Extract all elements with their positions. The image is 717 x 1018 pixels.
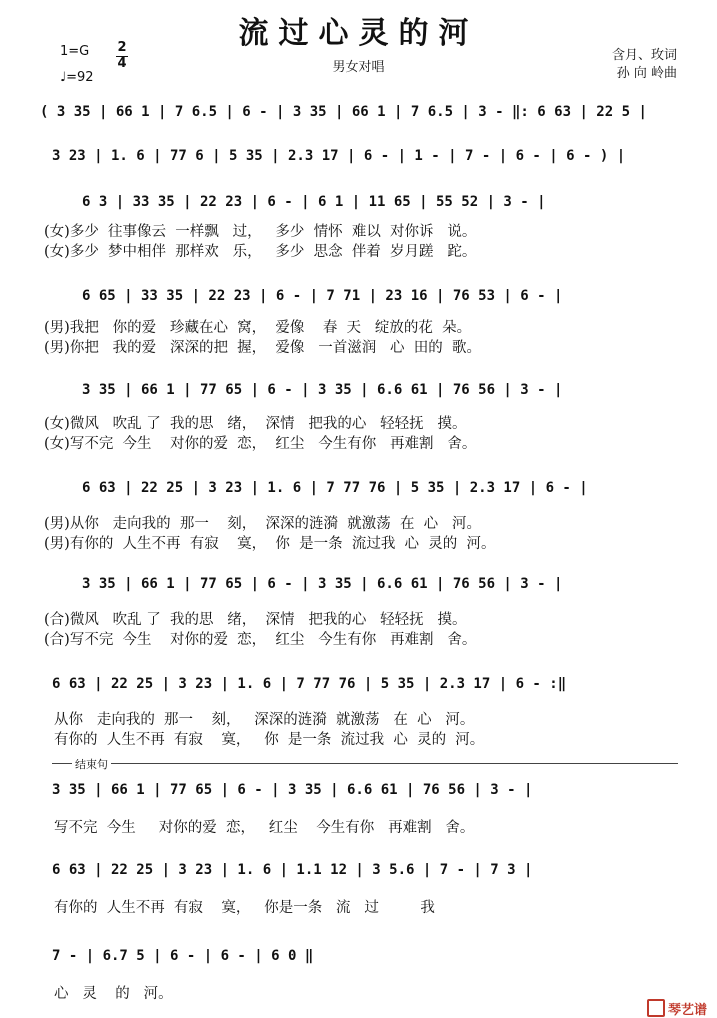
page-title: 流过心灵的河 xyxy=(238,16,479,51)
watermark-logo xyxy=(638,984,707,1018)
intro-line-2: 3 23 | 1. 6 | 77 6 | 5 35 | 2.3 17 | 6 - | 1 - | 7 - | 6 - | 6 - ) | xyxy=(52,148,626,164)
verse-5-notes: 3 35 | 66 1 | 77 65 | 6 - | 3 35 | 6.6 61 | 76 56 | 3 - | xyxy=(82,576,563,592)
time-sig-bottom: 4 xyxy=(117,56,127,71)
subtitle: 男女对唱 xyxy=(332,60,385,75)
verse-1-lyric-1: (女)多少 往事像云 一样飘 过， 多少 情怀 难以 对你诉 说。 xyxy=(44,224,477,240)
key-signature: 1=G xyxy=(60,44,90,59)
ending-1-notes: 3 35 | 66 1 | 77 65 | 6 - | 3 35 | 6.6 61 | 76 56 | 3 - | xyxy=(52,782,533,798)
ending-2-notes: 6 63 | 22 25 | 3 23 | 1. 6 | 1.1 12 | 3 5.6 | 7 - | 7 3 | xyxy=(52,862,533,878)
verse-1-lyric-2: (女)多少 梦中相伴 那样欢 乐， 多少 思念 伴着 岁月蹉 跎。 xyxy=(44,244,477,260)
ending-1-lyric: 写不完 今生 对你的爱 恋， 红尘 今生有你 再难割 舍。 xyxy=(54,820,475,836)
time-sig-top: 2 xyxy=(117,40,127,55)
verse-6-notes: 6 63 | 22 25 | 3 23 | 1. 6 | 7 77 76 | 5 35 | 2.3 17 | 6 - :‖ xyxy=(52,676,567,692)
composer-credit: 孙 向 岭曲 xyxy=(616,66,677,81)
verse-1-notes: 6 3 | 33 35 | 22 23 | 6 - | 6 1 | 11 65 | 55 52 | 3 - | xyxy=(82,194,546,210)
verse-2-lyric-1: (男)我把 你的爱 珍藏在心 窝， 爱像 春 天 绽放的花 朵。 xyxy=(44,320,472,336)
logo-icon xyxy=(647,999,665,1017)
verse-3-lyric-1: (女)微风 吹乱 了 我的思 绪， 深情 把我的心 轻轻抚 摸。 xyxy=(44,416,467,432)
intro-line-1: ( 3 35 | 66 1 | 7 6.5 | 6 - | 3 35 | 66 1 | 7 6.5 | 3 - ‖: 6 63 | 22 5 | xyxy=(40,104,647,120)
ending-3-notes: 7 - | 6.7 5 | 6 - | 6 - | 6 0 ‖ xyxy=(52,948,314,964)
verse-4-lyric-2: (男)有你的 人生不再 有寂 寞， 你 是一条 流过我 心 灵的 河。 xyxy=(44,536,496,552)
watermark-text: 琴艺谱 xyxy=(667,1003,707,1018)
ending-2-lyric: 有你的 人生不再 有寂 寞， 你是一条 流 过 我 xyxy=(54,900,435,916)
verse-5-lyric-2: (合)写不完 今生 对你的爱 恋， 红尘 今生有你 再难割 舍。 xyxy=(44,632,477,648)
tempo-marking: ♩=92 xyxy=(60,70,94,85)
lyricist-credit: 含月、玫词 xyxy=(611,48,677,63)
verse-2-lyric-2: (男)你把 我的爱 深深的把 握， 爱像 一首滋润 心 田的 歌。 xyxy=(44,340,481,356)
verse-2-notes: 6 65 | 33 35 | 22 23 | 6 - | 7 71 | 23 16 | 76 53 | 6 - | xyxy=(82,288,563,304)
ending-3-lyric: 心 灵 的 河。 xyxy=(54,986,173,1002)
verse-4-lyric-1: (男)从你 走向我的 那一 刻， 深深的涟漪 就激荡 在 心 河。 xyxy=(44,516,481,532)
verse-6-lyric-2: 有你的 人生不再 有寂 寞， 你 是一条 流过我 心 灵的 河。 xyxy=(54,732,485,748)
verse-4-notes: 6 63 | 22 25 | 3 23 | 1. 6 | 7 77 76 | 5 35 | 2.3 17 | 6 - | xyxy=(82,480,588,496)
verse-6-lyric-1: 从你 走向我的 那一 刻， 深深的涟漪 就激荡 在 心 河。 xyxy=(54,712,475,728)
verse-3-notes: 3 35 | 66 1 | 77 65 | 6 - | 3 35 | 6.6 61 | 76 56 | 3 - | xyxy=(82,382,563,398)
ending-label: 结束句 xyxy=(72,756,111,772)
verse-3-lyric-2: (女)写不完 今生 对你的爱 恋， 红尘 今生有你 再难割 舍。 xyxy=(44,436,477,452)
ending-divider xyxy=(52,763,678,764)
verse-5-lyric-1: (合)微风 吹乱 了 我的思 绪， 深情 把我的心 轻轻抚 摸。 xyxy=(44,612,467,628)
